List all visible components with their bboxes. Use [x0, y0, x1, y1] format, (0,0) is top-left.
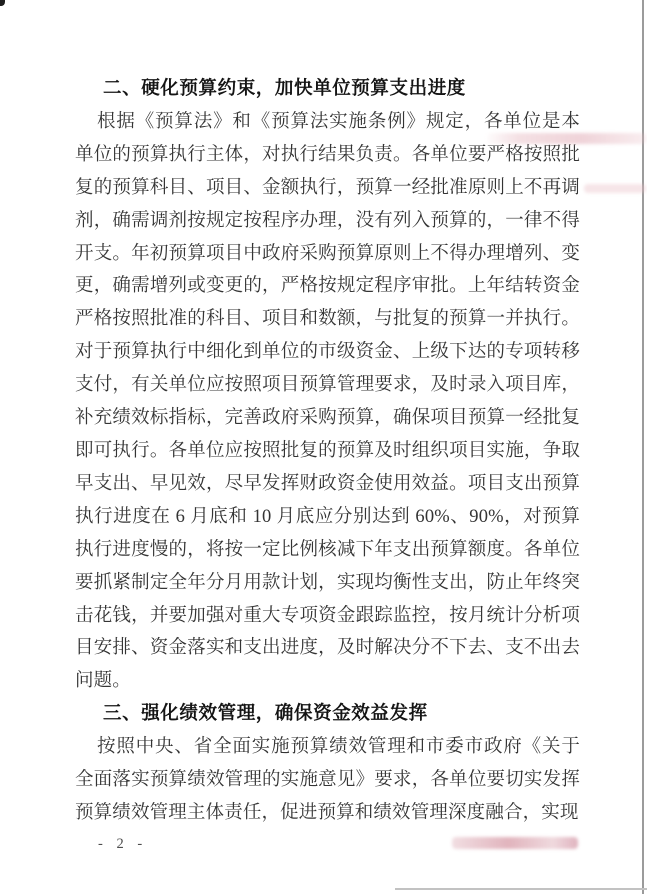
page-number: - 2 -: [98, 836, 148, 852]
scan-corner-speck: [0, 0, 5, 6]
section-paragraph-2: 根据《预算法》和《预算法实施条例》规定，各单位是本单位的预算执行主体，对执行结果负责。各单位要严格按照批复的预算科目、项目、金额执行，预算一经批准原则上不再调剂，确需调剂按规定按程序办理，没有列入预算的，一律不得开支。年初预算项目中政府采购预算原则上不得办理增列、变更，确需增列或变更的，严格按规定程序审批。上年结转资金严格按照批准的科目、项目和数额，与批复的预算一并执行。对于预算执行中细化到单位的市级资金、上级下达的专项转移支付，有关单位应按照项目预算管理要求，及时录入项目库，补充绩效标指标，完善政府采购预算，确保项目预算一经批复即可执行。各单位应按照批复的预算及时组织项目实施，争取早支出、早见效，尽早发挥财政资金使用效益。项目支出预算执行进度在 6 月底和 10 月底应分别达到 60%、90%，对预算执行进度慢的，将按一定比例核减下年支出预算额度。各单位要抓紧制定全年分月用款计划，实现均衡性支出，防止年终突击花钱，并要加强对重大专项资金跟踪监控，按月统计分析项目安排、资金落实和支出进度，及时解决分不下去、支不出去问题。: [75, 111, 580, 692]
scan-smudge-bottom: [452, 837, 578, 849]
document-body: [75, 73, 580, 830]
scan-smudge-top: [487, 133, 646, 144]
scan-bottom-edge-line: [395, 888, 647, 890]
scan-smudge-right: [584, 184, 646, 193]
section-heading-3: 三、强化绩效管理，确保资金效益发挥: [103, 704, 428, 725]
section-heading-2: 二、硬化预算约束，加快单位预算支出进度: [103, 79, 466, 99]
section-paragraph-3: 按照中央、省全面实施预算绩效管理和市委市政府《关于全面落实预算绩效管理的实施意见》要求，各单位要切实发挥预算绩效管理主体责任，促进预算和绩效管理深度融合，实现: [75, 737, 580, 823]
